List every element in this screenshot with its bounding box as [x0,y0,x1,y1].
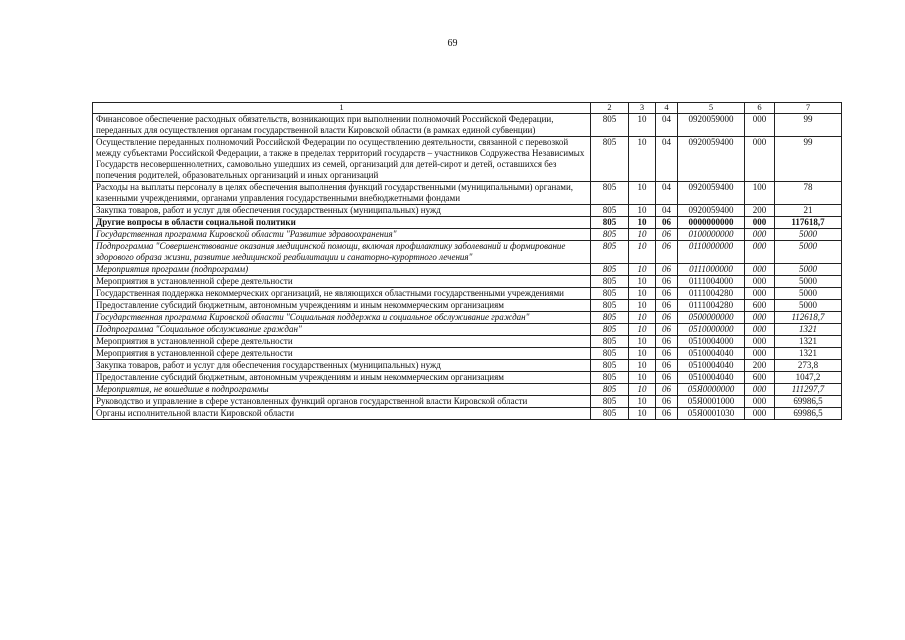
table-row [93,288,842,300]
row-expense-type: 000 [745,396,775,408]
row-admin-code: 805 [591,312,629,324]
row-section: 10 [629,205,656,217]
row-expense-type: 000 [745,336,775,348]
row-admin-code: 805 [591,384,629,396]
row-admin-code: 805 [591,114,629,137]
row-section: 10 [629,288,656,300]
row-section: 10 [629,360,656,372]
row-target-article: 0920059400 [678,182,745,205]
row-target-article: 0510004040 [678,360,745,372]
row-section: 10 [629,324,656,336]
row-amount: 1321 [775,336,842,348]
row-name: Мероприятия в установленной сфере деятельности [93,348,591,360]
row-amount: 5000 [775,229,842,241]
row-expense-type: 000 [745,324,775,336]
table-row [93,336,842,348]
row-expense-type: 100 [745,182,775,205]
row-admin-code: 805 [591,300,629,312]
row-subsection: 06 [656,372,678,384]
row-amount: 5000 [775,288,842,300]
row-target-article: 0500000000 [678,312,745,324]
header-cell: 5 [678,103,745,114]
row-admin-code: 805 [591,205,629,217]
row-name: Расходы на выплаты персоналу в целях обеспечения выполнения функций государственными (муниципальными) органами, казенными учреждениями, органами управления государственными внебюджетными фондами [93,182,591,205]
row-amount: 112618,7 [775,312,842,324]
row-subsection: 06 [656,384,678,396]
table-row [93,229,842,241]
row-name: Мероприятия в установленной сфере деятельности [93,276,591,288]
row-subsection: 06 [656,396,678,408]
row-admin-code: 805 [591,324,629,336]
table-row [93,205,842,217]
row-name: Подпрограмма "Социальное обслуживание граждан" [93,324,591,336]
row-section: 10 [629,114,656,137]
row-expense-type: 600 [745,300,775,312]
row-section: 10 [629,264,656,276]
row-admin-code: 805 [591,276,629,288]
row-section: 10 [629,217,656,229]
row-target-article: 0111004280 [678,300,745,312]
row-target-article: 0100000000 [678,229,745,241]
header-cell: 1 [93,103,591,114]
row-subsection: 06 [656,217,678,229]
row-target-article: 0110000000 [678,241,745,264]
row-section: 10 [629,336,656,348]
row-section: 10 [629,396,656,408]
row-target-article: 0920059400 [678,205,745,217]
table-row [93,372,842,384]
row-admin-code: 805 [591,348,629,360]
row-admin-code: 805 [591,288,629,300]
row-amount: 1047,2 [775,372,842,384]
row-admin-code: 805 [591,336,629,348]
row-expense-type: 600 [745,372,775,384]
row-amount: 273,8 [775,360,842,372]
row-amount: 69986,5 [775,408,842,420]
row-subsection: 06 [656,324,678,336]
header-cell: 2 [591,103,629,114]
row-admin-code: 805 [591,182,629,205]
table-row [93,241,842,264]
row-expense-type: 000 [745,114,775,137]
row-section: 10 [629,137,656,182]
row-subsection: 06 [656,300,678,312]
table-row [93,182,842,205]
table-row [93,217,842,229]
table-row [93,408,842,420]
row-subsection: 06 [656,264,678,276]
table-row [93,137,842,182]
row-target-article: 0510004040 [678,372,745,384]
row-expense-type: 000 [745,348,775,360]
table-row [93,312,842,324]
row-target-article: 05Я0001000 [678,396,745,408]
header-cell: 4 [656,103,678,114]
table-row [93,264,842,276]
row-section: 10 [629,300,656,312]
row-expense-type: 000 [745,229,775,241]
row-expense-type: 000 [745,241,775,264]
row-subsection: 06 [656,336,678,348]
table-row [93,348,842,360]
row-subsection: 04 [656,114,678,137]
row-name: Мероприятия программ (подпрограмм) [93,264,591,276]
row-subsection: 06 [656,360,678,372]
row-target-article: 0111004000 [678,276,745,288]
table-row [93,384,842,396]
header-cell: 3 [629,103,656,114]
row-admin-code: 805 [591,396,629,408]
page-number: 69 [447,38,458,49]
row-name: Осуществление переданных полномочий Российской Федерации по осуществлению деятельности, связанной с перевозкой между субъектами Российской Федерации, а также в пределах территорий государств – участников Содружества Независимых Государств несовершеннолетних, самовольно ушедших из семей, организаций для детей-сирот и детей, оставшихся без попечения родителей, образовательных организаций и иных организаций [93,137,591,182]
row-expense-type: 200 [745,205,775,217]
table-row [93,114,842,137]
row-expense-type: 000 [745,408,775,420]
table-row [93,360,842,372]
row-admin-code: 805 [591,408,629,420]
row-amount: 78 [775,182,842,205]
row-amount: 5000 [775,241,842,264]
row-amount: 5000 [775,276,842,288]
row-subsection: 04 [656,205,678,217]
row-admin-code: 805 [591,217,629,229]
row-subsection: 06 [656,348,678,360]
row-expense-type: 000 [745,312,775,324]
budget-table [92,102,842,420]
row-name: Руководство и управление в сфере установленных функций органов государственной власти Кировской области [93,396,591,408]
row-subsection: 06 [656,276,678,288]
row-name: Предоставление субсидий бюджетным, автономным учреждениям и иным некоммерческим организациям [93,372,591,384]
row-amount: 5000 [775,264,842,276]
row-target-article: 0920059000 [678,114,745,137]
table-row [93,324,842,336]
row-section: 10 [629,182,656,205]
row-admin-code: 805 [591,137,629,182]
header-cell: 6 [745,103,775,114]
row-subsection: 04 [656,182,678,205]
row-amount: 5000 [775,300,842,312]
row-section: 10 [629,241,656,264]
table-header-row [93,103,842,114]
table-row [93,276,842,288]
row-target-article: 0111004280 [678,288,745,300]
row-subsection: 06 [656,312,678,324]
row-expense-type: 000 [745,137,775,182]
row-name: Закупка товаров, работ и услуг для обеспечения государственных (муниципальных) нужд [93,205,591,217]
row-expense-type: 200 [745,360,775,372]
row-section: 10 [629,229,656,241]
row-expense-type: 000 [745,276,775,288]
row-admin-code: 805 [591,264,629,276]
row-name: Другие вопросы в области социальной политики [93,217,591,229]
row-section: 10 [629,276,656,288]
row-amount: 99 [775,137,842,182]
row-section: 10 [629,384,656,396]
row-amount: 21 [775,205,842,217]
row-section: 10 [629,372,656,384]
row-subsection: 04 [656,137,678,182]
row-subsection: 06 [656,229,678,241]
row-expense-type: 000 [745,217,775,229]
row-subsection: 06 [656,288,678,300]
row-amount: 69986,5 [775,396,842,408]
row-amount: 117618,7 [775,217,842,229]
row-expense-type: 000 [745,288,775,300]
row-amount: 99 [775,114,842,137]
row-admin-code: 805 [591,241,629,264]
row-amount: 1321 [775,324,842,336]
row-name: Мероприятия, не вошедшие в подпрограммы [93,384,591,396]
row-name: Органы исполнительной власти Кировской области [93,408,591,420]
row-amount: 1321 [775,348,842,360]
row-name: Государственная программа Кировской области "Развитие здравоохранения" [93,229,591,241]
row-name: Финансовое обеспечение расходных обязательств, возникающих при выполнении полномочий Российской Федерации, переданных для осуществления органам государственной власти Кировской области (в рамках единой субвенции) [93,114,591,137]
row-name: Предоставление субсидий бюджетным, автономным учреждениям и иным некоммерческим организациям [93,300,591,312]
row-admin-code: 805 [591,360,629,372]
table-row [93,300,842,312]
row-name: Государственная поддержка некоммерческих организаций, не являющихся областными государственными учреждениями [93,288,591,300]
row-name: Закупка товаров, работ и услуг для обеспечения государственных (муниципальных) нужд [93,360,591,372]
row-target-article: 0510000000 [678,324,745,336]
row-section: 10 [629,408,656,420]
row-expense-type: 000 [745,384,775,396]
row-expense-type: 000 [745,264,775,276]
row-target-article: 0510004040 [678,348,745,360]
budget-table-body [93,103,842,420]
row-subsection: 06 [656,408,678,420]
row-target-article: 0510004000 [678,336,745,348]
row-target-article: 05Я0001030 [678,408,745,420]
table-row [93,396,842,408]
row-admin-code: 805 [591,372,629,384]
row-section: 10 [629,348,656,360]
row-name: Государственная программа Кировской области "Социальная поддержка и социальное обслуживание граждан" [93,312,591,324]
row-section: 10 [629,312,656,324]
row-target-article: 0000000000 [678,217,745,229]
row-name: Подпрограмма "Совершенствование оказания медицинской помощи, включая профилактику заболеваний и формирование здорового образа жизни, развитие медицинской реабилитации и санаторно-курортного лечения" [93,241,591,264]
row-target-article: 05Я0000000 [678,384,745,396]
row-admin-code: 805 [591,229,629,241]
row-target-article: 0920059400 [678,137,745,182]
row-subsection: 06 [656,241,678,264]
row-target-article: 0111000000 [678,264,745,276]
row-name: Мероприятия в установленной сфере деятельности [93,336,591,348]
header-cell: 7 [775,103,842,114]
row-amount: 111297,7 [775,384,842,396]
